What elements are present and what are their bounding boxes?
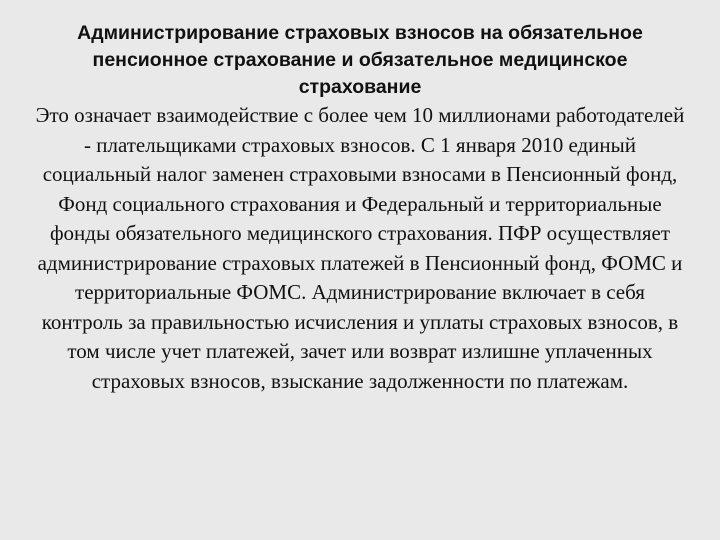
- slide-content: [34, 20, 686, 396]
- slide-title: Администрирование страховых взносов на обязательное пенсионное страхование и обязательное медицинское страхование: [77, 22, 643, 98]
- slide-body-text: Это означает взаимодействие с более чем 10 миллионами работодателей - плательщиками страховых взносов. С 1 января 2010 единый социальный налог заменен страховыми взносами в Пенсионный фонд, Фонд социального страхования и Федеральный и территориальные фонды обязательного медицинского страхования. ПФР осуществляет администрирование страховых платежей в Пенсионный фонд, ФОМС и территориальные ФОМС. Администрирование включает в себя контроль за правильностью исчисления и уплаты страховых взносов, в том числе учет платежей, зачет или возврат излишне уплаченных страховых взносов, взыскание задолженности по платежам.: [35, 103, 685, 393]
